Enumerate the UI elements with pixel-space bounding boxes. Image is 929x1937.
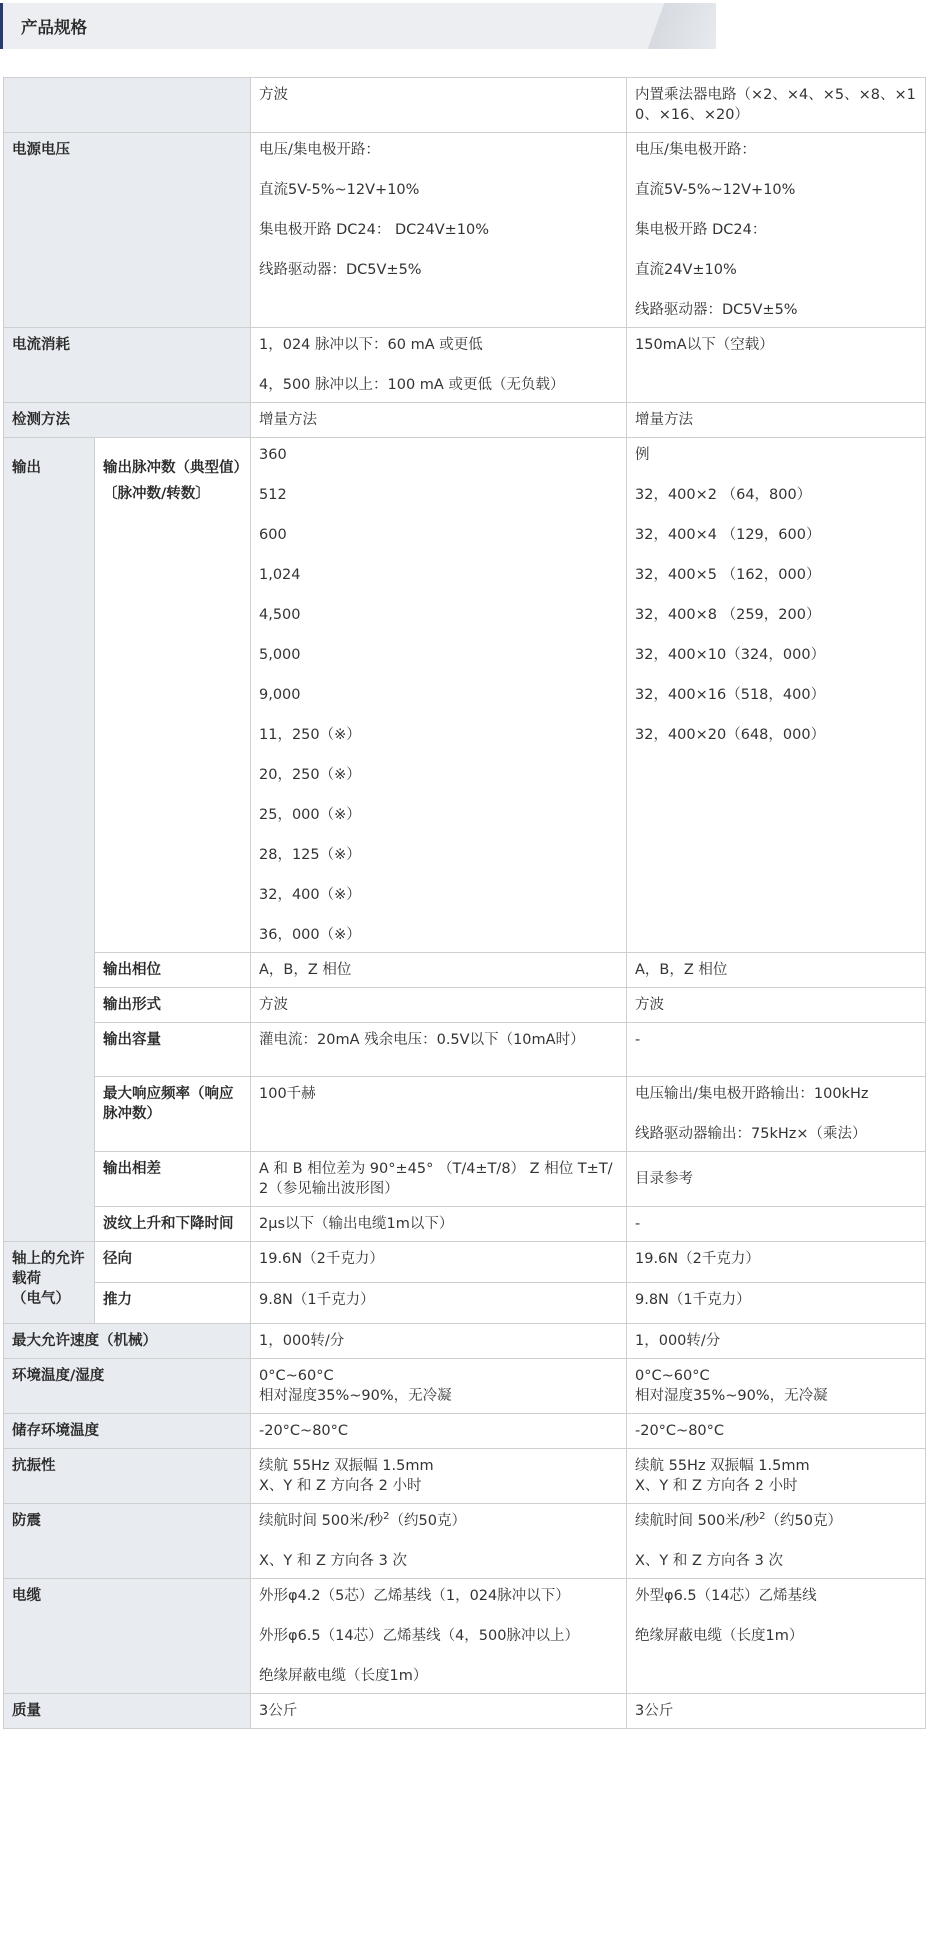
cell-line: 32，400（※）: [259, 887, 361, 903]
table-row: [4, 403, 926, 438]
section-title: 产品规格: [21, 18, 87, 37]
table-row: [4, 1242, 926, 1283]
cell-line: 0°C~60°C: [259, 1368, 334, 1384]
cell-text: 续航时间 500米/秒: [635, 1513, 760, 1529]
cell: 方波: [251, 78, 627, 133]
cell-text: （约50克）: [389, 1513, 466, 1529]
row-label: 电缆: [4, 1579, 251, 1694]
cell-line: 32，400×16（518，400）: [635, 687, 826, 703]
cell-line: 电压/集电极开路：: [635, 142, 756, 158]
cell-line: 1,024: [259, 567, 301, 583]
cell: [627, 1504, 926, 1579]
row-label: 输出: [4, 438, 95, 1242]
cell-line: 绝缘屏蔽电缆（长度1m）: [635, 1628, 804, 1644]
cell-line: 例: [635, 447, 650, 463]
table-row: [4, 1504, 926, 1579]
row-label-empty: [4, 78, 251, 133]
cell-line: 外型φ6.5（14芯）乙烯基线: [635, 1588, 817, 1604]
cell: 9.8N（1千克力）: [627, 1283, 926, 1324]
cell-line: 32，400×20（648，000）: [635, 727, 826, 743]
table-row: [4, 1414, 926, 1449]
cell-text: （约50克）: [765, 1513, 842, 1529]
table-row: [4, 1449, 926, 1504]
table-row: [4, 1207, 926, 1242]
cell: A，B，Z 相位: [251, 953, 627, 988]
cell: 灌电流：20mA 残余电压：0.5V以下（10mA时）: [251, 1023, 627, 1077]
sub-label: 推力: [95, 1283, 251, 1324]
cell: 19.6N（2千克力）: [627, 1242, 926, 1283]
cell: A 和 B 相位差为 90°±45° （T/4±T/8） Z 相位 T±T/2（参见输出波形图）: [251, 1152, 627, 1207]
cell-line: 0°C~60°C: [635, 1368, 710, 1384]
table-row: [4, 1152, 926, 1207]
row-label: [4, 1242, 95, 1324]
cell-line: 512: [259, 487, 287, 503]
cell: 3公斤: [251, 1694, 627, 1729]
cell: 内置乘法器电路（×2、×4、×5、×8、×10、×16、×20）: [627, 78, 926, 133]
row-label: 抗振性: [4, 1449, 251, 1504]
cell: [251, 133, 627, 328]
cell-line: 续航 55Hz 双振幅 1.5mm: [259, 1458, 434, 1474]
cell-line: X、Y 和 Z 方向各 2 小时: [259, 1478, 422, 1494]
cell-line: 绝缘屏蔽电缆（长度1m）: [259, 1668, 428, 1684]
cell-line: 直流24V±10%: [635, 262, 737, 278]
cell: [627, 438, 926, 953]
cell-line: 28，125（※）: [259, 847, 361, 863]
cell: -: [627, 1023, 926, 1077]
table-row: [4, 78, 926, 133]
row-label: 电源电压: [4, 133, 251, 328]
cell-line: 相对湿度35%~90%，无冷凝: [635, 1388, 828, 1404]
cell-line: [259, 1511, 618, 1531]
cell-line: 32，400×2 （64，800）: [635, 487, 812, 503]
cell-line: 36，000（※）: [259, 927, 361, 943]
cell: 3公斤: [627, 1694, 926, 1729]
table-row: [4, 1023, 926, 1077]
row-label: 检测方法: [4, 403, 251, 438]
sub-label: [95, 438, 251, 953]
cell-line: 直流5V-5%~12V+10%: [635, 182, 796, 198]
cell: [627, 1449, 926, 1504]
row-label-line: （电气）: [12, 1291, 70, 1307]
cell-line: 9,000: [259, 687, 301, 703]
table-row: [4, 133, 926, 328]
sub-label: 径向: [95, 1242, 251, 1283]
spec-table: [3, 77, 926, 1729]
cell: 100千赫: [251, 1077, 627, 1152]
cell-line: 150mA以下（空载）: [635, 337, 774, 353]
cell: 1，000转/分: [627, 1324, 926, 1359]
cell-line: 线路驱动器输出：75kHz×（乘法）: [635, 1126, 867, 1142]
cell: [627, 1077, 926, 1152]
table-row: [4, 438, 926, 953]
cell-line: 5,000: [259, 647, 301, 663]
sub-label: 波纹上升和下降时间: [95, 1207, 251, 1242]
row-label: 防震: [4, 1504, 251, 1579]
cell-line: 线路驱动器：DC5V±5%: [259, 262, 422, 278]
superscript: 2: [759, 1511, 766, 1523]
cell: [627, 1359, 926, 1414]
cell-line: 续航 55Hz 双振幅 1.5mm: [635, 1458, 810, 1474]
table-row: [4, 328, 926, 403]
cell: 目录参考: [627, 1152, 926, 1207]
cell: 方波: [251, 988, 627, 1023]
cell: 19.6N（2千克力）: [251, 1242, 627, 1283]
cell-line: X、Y 和 Z 方向各 3 次: [259, 1553, 407, 1569]
row-label: 储存环境温度: [4, 1414, 251, 1449]
cell: 增量方法: [251, 403, 627, 438]
cell-line: 25，000（※）: [259, 807, 361, 823]
row-label: 质量: [4, 1694, 251, 1729]
table-row: [4, 953, 926, 988]
cell: [251, 438, 627, 953]
cell-line: 相对湿度35%~90%，无冷凝: [259, 1388, 452, 1404]
cell: 2μs以下（输出电缆1m以下）: [251, 1207, 627, 1242]
header-decoration: [641, 3, 716, 49]
cell: -: [627, 1207, 926, 1242]
cell-line: 1，024 脉冲以下：60 mA 或更低: [259, 337, 483, 353]
cell: [251, 1359, 627, 1414]
cell: [251, 328, 627, 403]
superscript: 2: [383, 1511, 390, 1523]
cell-line: 电压输出/集电极开路输出：100kHz: [635, 1086, 869, 1102]
cell-line: 32，400×8 （259，200）: [635, 607, 821, 623]
sub-label: 最大响应频率（响应脉冲数）: [95, 1077, 251, 1152]
sub-label: 输出形式: [95, 988, 251, 1023]
cell-line: 集电极开路 DC24： DC24V±10%: [259, 222, 489, 238]
table-row: [4, 1283, 926, 1324]
cell: [627, 1579, 926, 1694]
cell-line: X、Y 和 Z 方向各 3 次: [635, 1553, 783, 1569]
cell-line: 集电极开路 DC24：: [635, 222, 767, 238]
sub-label: 输出相位: [95, 953, 251, 988]
cell-text: 续航时间 500米/秒: [259, 1513, 384, 1529]
cell: 1，000转/分: [251, 1324, 627, 1359]
row-label: 最大允许速度（机械）: [4, 1324, 251, 1359]
sub-label-line: 〔脉冲数/转数〕: [103, 486, 210, 502]
cell: 9.8N（1千克力）: [251, 1283, 627, 1324]
cell-line: 4,500: [259, 607, 301, 623]
cell-line: 11，250（※）: [259, 727, 361, 743]
cell-line: 32，400×5 （162，000）: [635, 567, 821, 583]
cell-line: 线路驱动器：DC5V±5%: [635, 302, 798, 318]
cell-line: 4，500 脉冲以上：100 mA 或更低（无负载）: [259, 377, 565, 393]
cell: 增量方法: [627, 403, 926, 438]
cell: [251, 1579, 627, 1694]
row-label-line: 轴上的允许载荷: [12, 1251, 85, 1287]
cell: [627, 133, 926, 328]
cell-line: 600: [259, 527, 287, 543]
cell-line: 外形φ4.2（5芯）乙烯基线（1，024脉冲以下）: [259, 1588, 570, 1604]
cell-line: 直流5V-5%~12V+10%: [259, 182, 420, 198]
section-header: [0, 3, 716, 49]
table-row: [4, 1077, 926, 1152]
row-label: 环境温度/湿度: [4, 1359, 251, 1414]
cell: [627, 328, 926, 403]
cell-line: [635, 1511, 917, 1531]
cell-line: 32，400×4 （129，600）: [635, 527, 821, 543]
table-row: [4, 1694, 926, 1729]
sub-label: 输出相差: [95, 1152, 251, 1207]
cell-line: X、Y 和 Z 方向各 2 小时: [635, 1478, 798, 1494]
table-row: [4, 1579, 926, 1694]
row-label: 电流消耗: [4, 328, 251, 403]
cell: -20°C~80°C: [251, 1414, 627, 1449]
cell: [251, 1449, 627, 1504]
sub-label-line: 输出脉冲数（典型值）: [103, 460, 248, 476]
table-row: [4, 1359, 926, 1414]
cell-line: 360: [259, 447, 287, 463]
cell: -20°C~80°C: [627, 1414, 926, 1449]
table-row: [4, 1324, 926, 1359]
cell-line: 外形φ6.5（14芯）乙烯基线（4，500脉冲以上）: [259, 1628, 579, 1644]
sub-label: 输出容量: [95, 1023, 251, 1077]
cell-line: 32，400×10（324，000）: [635, 647, 826, 663]
cell: A，B，Z 相位: [627, 953, 926, 988]
cell-line: 电压/集电极开路：: [259, 142, 380, 158]
cell: 方波: [627, 988, 926, 1023]
cell: [251, 1504, 627, 1579]
table-row: [4, 988, 926, 1023]
cell-line: 20，250（※）: [259, 767, 361, 783]
